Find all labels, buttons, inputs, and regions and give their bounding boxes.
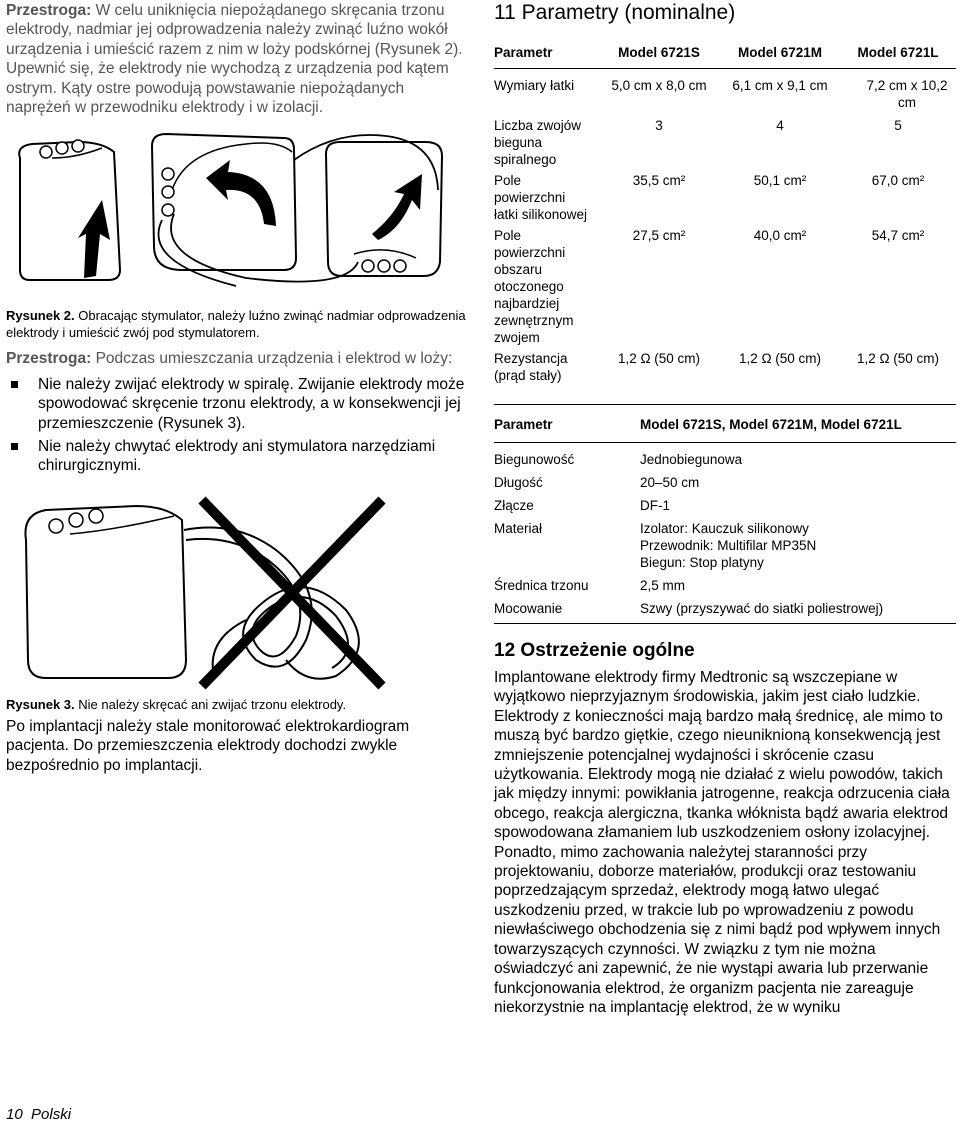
table-cell: 2,5 mm	[640, 578, 686, 593]
table-header-row	[494, 405, 956, 443]
table-row	[494, 223, 956, 346]
table-cell: Biegunowość	[494, 452, 575, 467]
footer-language: Polski	[31, 1106, 72, 1123]
table-cell: Średnica trzonu	[494, 578, 589, 593]
table-cell: 5	[894, 118, 902, 133]
column-header: Model 6721S	[618, 45, 700, 60]
table-cell: Szwy (przyszywać do siatki poliestrowej)	[640, 601, 884, 616]
table-row	[494, 69, 956, 112]
table-cell: 67,0 cm²	[871, 173, 925, 188]
right-column	[494, 0, 956, 1017]
section-11-title: 11 Parametry (nominalne)	[494, 1, 736, 24]
figure-2-illustration	[6, 130, 468, 295]
table-cell: 20–50 cm	[640, 475, 700, 490]
column-header: Parametr	[494, 417, 553, 432]
table-bottom-rule	[494, 384, 956, 405]
page-number: 10	[6, 1106, 23, 1123]
table-cell: 5,0 cm x 8,0 cm	[611, 78, 707, 93]
table-cell: Materiał	[494, 521, 543, 536]
table-cell: 1,2 Ω (50 cm)	[856, 351, 940, 366]
table-cell: 35,5 cm²	[632, 173, 686, 188]
table-row	[494, 514, 956, 571]
parameters-table-models	[494, 39, 956, 405]
table-cell: Jednobiegunowa	[640, 452, 743, 467]
table-row	[494, 111, 956, 168]
table-row	[494, 468, 956, 491]
table-row	[494, 594, 956, 624]
table-row	[494, 491, 956, 514]
table-bottom-rule	[494, 624, 956, 626]
monitoring-paragraph: Po implantacji należy stale monitorować elektrokardiogram pacjenta. Do przemieszczenia elektrody dochodzi zwykle bezpośrednio po implantacji.	[6, 717, 410, 774]
table-cell: 27,5 cm²	[632, 228, 686, 243]
table-cell: 7,2 cm x 10,2 cm	[866, 78, 948, 110]
table-row	[494, 571, 956, 594]
caution-text: W celu uniknięcia niepożądanego skręcania trzonu elektrody, nadmiar jej odprowadzenia należy zwinąć luźno wokół urządzenia i umieścić razem z nim w loży podskórnej (Rysunek 2). Upewnić się, że elektrody nie wychodzą z urządzenia pod kątem ostrym. Kąty ostre powodują powstawanie niepożądanych naprężeń w przewodniku elektrody i w izolacji.	[6, 2, 463, 117]
list-item: Nie należy zwijać elektrody w spiralę. Zwijanie elektrody może spowodować skręcenie trzonu elektrody, a w konsekwencji jej przemieszczenie (Rysunek 3).	[6, 375, 468, 433]
column-header: Model 6721S, Model 6721M, Model 6721L	[640, 417, 902, 432]
table-cell: Pole powierzchni łatki silikonowej	[494, 173, 588, 222]
table-cell: 4	[776, 118, 784, 133]
table-cell: Mocowanie	[494, 601, 563, 616]
figure-3-caption	[6, 696, 468, 713]
figure-3-text: Nie należy skręcać ani zwijać trzonu elektrody.	[74, 696, 347, 712]
column-header: Model 6721L	[857, 45, 939, 60]
figure-2-caption	[6, 307, 468, 341]
figure-3-illustration	[6, 490, 468, 690]
column-header: Parametr	[494, 45, 553, 60]
page-footer	[6, 1106, 71, 1123]
table-cell: Złącze	[494, 498, 534, 513]
caution-text: Podczas umieszczania urządzenia i elektrod w loży:	[91, 350, 453, 368]
table-cell: DF-1	[640, 498, 670, 513]
parameters-table-common	[494, 405, 956, 625]
caution-label: Przestroga:	[6, 2, 92, 19]
table-header-row	[494, 39, 956, 69]
caution-label: Przestroga:	[6, 350, 92, 368]
figure-2-label: Rysunek 2.	[6, 308, 75, 324]
table-cell: 6,1 cm x 9,1 cm	[732, 78, 828, 93]
table-cell: 1,2 Ω (50 cm)	[617, 351, 701, 366]
caution-bullet-list	[6, 375, 468, 476]
table-cell: Izolator: Kauczuk silikonowy Przewodnik: Multifilar MP35N Biegun: Stop platyny	[640, 521, 817, 570]
table-cell: Wymiary łatki	[494, 78, 575, 93]
list-item: Nie należy chwytać elektrody ani stymulatora narzędziami chirurgicznymi.	[6, 437, 468, 476]
caution-paragraph-2	[6, 349, 468, 368]
section-12-title: 12 Ostrzeżenie ogólne	[494, 640, 695, 661]
table-cell: Pole powierzchni obszaru otoczonego najbardziej zewnętrznym zwojem	[494, 228, 574, 345]
table-cell: 3	[655, 118, 663, 133]
general-warning-paragraph: Implantowane elektrody firmy Medtronic są wszczepiane w wyjątkowo nieprzyjaznym środowiskia, jakim jest ciało ludzkie. Elektrody z konieczności mają bardzo małą średnicę, ale mimo to muszą być bardzo giętkie, czego nieuniknioną konsekwencją jest zmniejszenie potencjalnej wydajności i skrócenie czasu użytkowania. Elektrody mogą nie działać z wielu powodów, takich jak między innymi: powikłania jatrogenne, reakcja odrzucenia ciała obcego, reakcja alergiczna, tkanka włóknista bądź awaria elektrod spowodowana złamaniem lub uszkodzeniem osłony izolacyjnej. Ponadto, mimo zachowania należytej staranności przy projektowaniu, doborze materiałów, produkcji oraz testowaniu poprzedzającym sprzedaż, elektrody mogą łatwo ulegać uszkodzeniu przed, w trakcie lub po wprowadzeniu z powodu niewłaściwego obchodzenia się z nimi bądź pod wpływem innych towarzyszących czynności. W związku z tym nie można oświadczyć ani zapewnić, że nie wystąpi awaria lub przerwanie funkcjonowania elektrod, że organizm pacjenta nie zareaguje niekorzystnie na implantację elektrod, że w wyniku	[494, 669, 950, 1016]
table-cell: Rezystancja (prąd stały)	[494, 351, 568, 383]
left-column	[6, 0, 468, 775]
column-header: Model 6721M	[737, 45, 823, 60]
table-cell: 40,0 cm²	[753, 228, 807, 243]
table-cell: 50,1 cm²	[753, 173, 807, 188]
figure-2-text: Obracając stymulator, należy luźno zwinąć nadmiar odprowadzenia elektrody i umieścić zwój pod stymulatorem.	[6, 308, 466, 341]
table-cell: 54,7 cm²	[871, 228, 925, 243]
caution-paragraph-1	[6, 1, 468, 117]
table-row	[494, 443, 956, 469]
table-row	[494, 168, 956, 223]
figure-3-label: Rysunek 3.	[6, 696, 75, 712]
table-cell: Długość	[494, 475, 543, 490]
table-cell: Liczba zwojów bieguna spiralnego	[494, 118, 582, 167]
table-row	[494, 346, 956, 384]
table-cell: 1,2 Ω (50 cm)	[738, 351, 822, 366]
